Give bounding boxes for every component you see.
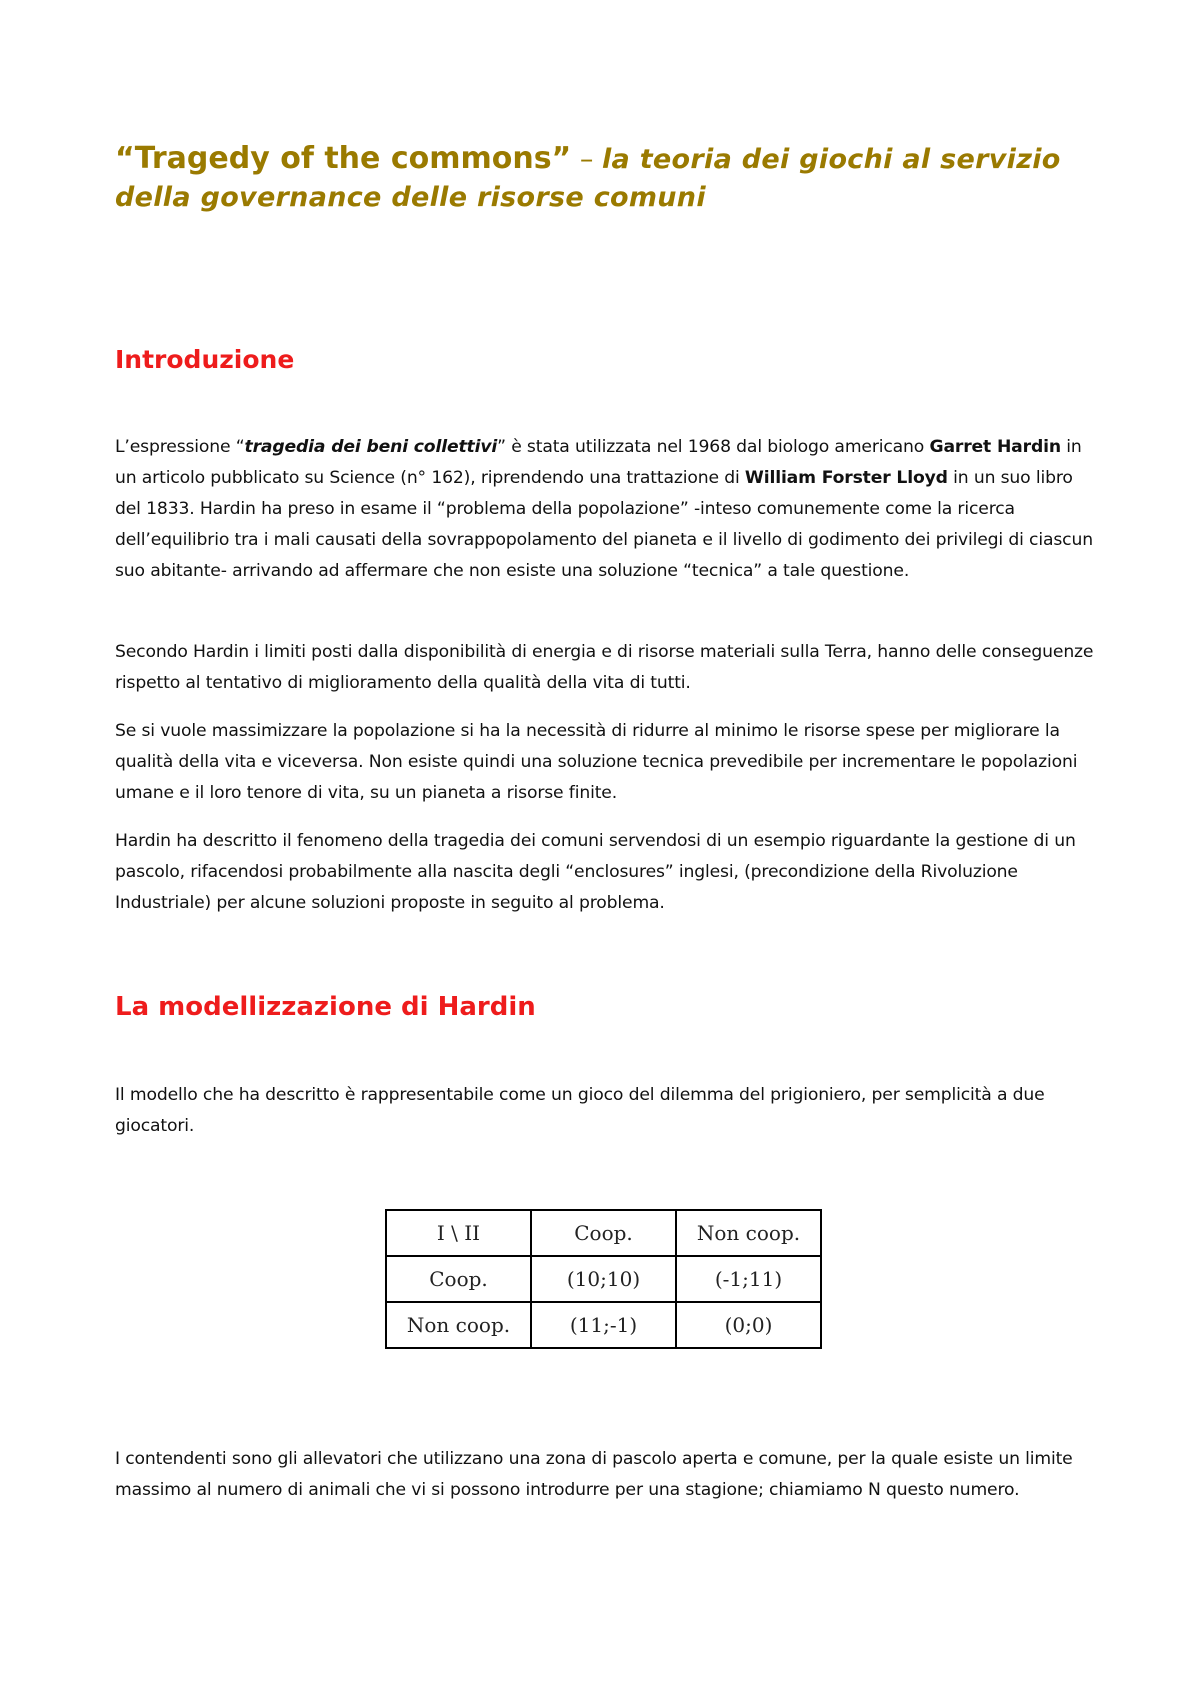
table-cell: Non coop. [676, 1210, 821, 1256]
intro-paragraph-3: Se si vuole massimizzare la popolazione si ha la necessità di ridurre al minimo le risorse spese per migliorare la qualità della vita e viceversa. Non esiste quindi una soluzione tecnica prevedibile per incrementare le popolazioni umane e il loro tenore di vita, su un pianeta a risorse finite. [115, 721, 1078, 803]
table-cell: (-1;11) [676, 1256, 821, 1302]
table-cell: (10;10) [531, 1256, 676, 1302]
document-title [115, 140, 1105, 217]
table-row [386, 1210, 821, 1256]
table-cell: Non coop. [386, 1302, 531, 1348]
model-paragraph-2: I contendenti sono gli allevatori che utilizzano una zona di pascolo aperta e comune, per la quale esiste un limite massimo al numero di animali che vi si possono introdurre per una stagione; chiamiamo N questo numero. [115, 1449, 1073, 1500]
intro-paragraph-1 [115, 432, 1100, 587]
payoff-matrix-table [385, 1209, 822, 1349]
title-subtitle: la teoria dei giochi al servizio della governance delle risorse comuni [115, 144, 1061, 213]
title-dash: – [571, 144, 602, 175]
table-cell: (11;-1) [531, 1302, 676, 1348]
intro-paragraph-4: Hardin ha descritto il fenomeno della tragedia dei comuni servendosi di un esempio riguardante la gestione di un pascolo, rifacendosi probabilmente alla nascita degli “enclosures” inglesi, (precondizione della Rivoluzione Industriale) per alcune soluzioni proposte in seguito al problema. [115, 831, 1076, 913]
table-cell: Coop. [386, 1256, 531, 1302]
text-run: ” è stata utilizzata nel 1968 dal biologo americano [497, 437, 930, 457]
title-main: “Tragedy of the commons” [115, 141, 572, 176]
intro-paragraph-2: Secondo Hardin i limiti posti dalla disponibilità di energia e di risorse materiali sulla Terra, hanno delle conseguenze rispetto al tentativo di miglioramento della qualità della vita di tutti. [115, 642, 1094, 693]
text-run: in un suo libro del 1833. Hardin ha preso in esame il “problema della popolazione” -inteso comunemente come la ricerca dell’equilibrio tra i mali causati della sovrappopolamento del pianeta e il livello di godimento dei privilegi di ciascun suo abitante- arrivando ad affermare che non esiste una soluzione “tecnica” a tale questione. [115, 468, 1093, 581]
table-row [386, 1302, 821, 1348]
bold-name-lloyd: William Forster Lloyd [744, 468, 948, 488]
bold-name-hardin: Garret Hardin [929, 437, 1061, 457]
table-cell: (0;0) [676, 1302, 821, 1348]
model-paragraph-1: Il modello che ha descritto è rappresentabile come un gioco del dilemma del prigioniero, per semplicità a due giocatori. [115, 1085, 1045, 1136]
text-run: L’espressione “ [115, 437, 245, 457]
table-cell: I \ II [386, 1210, 531, 1256]
section-heading-modellizzazione: La modellizzazione di Hardin [115, 992, 536, 1022]
table-cell: Coop. [531, 1210, 676, 1256]
table-row [386, 1256, 821, 1302]
emphasis-term: tragedia dei beni collettivi [244, 437, 498, 457]
section-heading-introduzione: Introduzione [115, 345, 295, 374]
text-run: in un articolo pubblicato su Science (n° 162), riprendendo una trattazione di [115, 437, 1082, 488]
